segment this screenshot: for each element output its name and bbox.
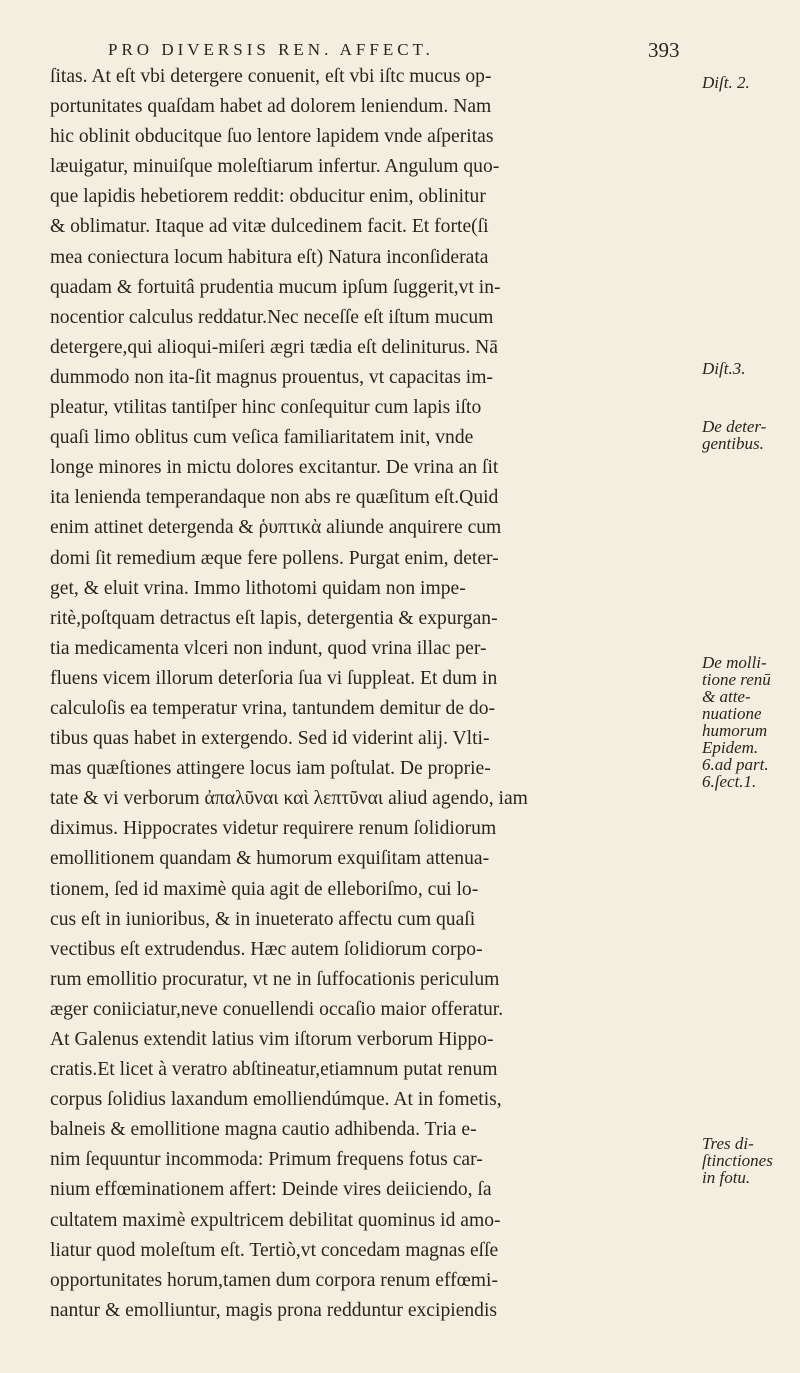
text-line: tate & vi verborum ἀπαλῦναι καὶ λεπτῦναι aliud agendo, iam bbox=[50, 788, 528, 810]
text-line: calculoſis ea temperatur vrina, tantundem demitur de do- bbox=[50, 697, 496, 719]
text-line: nium effœminationem affert: Deinde vires deiiciendo, ſa bbox=[50, 1179, 492, 1201]
text-line: vectibus eſt extrudendus. Hæc autem ſolidiorum corpo- bbox=[50, 938, 483, 960]
text-line: balneis & emollitione magna cautio adhibenda. Tria e- bbox=[50, 1119, 477, 1141]
margin-note bbox=[702, 74, 750, 91]
margin-note-line: & atte- bbox=[702, 687, 751, 706]
margin-note-line: tione renū bbox=[702, 670, 771, 689]
margin-note-line: Epidem. bbox=[702, 738, 759, 757]
text-line: tionem, ſed id maximè quia agit de elleboriſmo, cui lo- bbox=[50, 878, 479, 900]
margin-note-line: humorum bbox=[702, 721, 768, 740]
text-line: pleatur, vtilitas tantiſper hinc conſequitur cum lapis iſto bbox=[50, 397, 482, 419]
text-line: tibus quas habet in extergendo. Sed id viderint alij. Vlti- bbox=[50, 728, 490, 750]
text-line: nocentior calculus reddatur.Nec neceſſe eſt iſtum mucum bbox=[50, 306, 494, 328]
margin-note bbox=[702, 360, 745, 377]
running-header bbox=[108, 38, 680, 62]
text-line: fluens vicem illorum deterſoria ſua vi ſuppleat. Et dum in bbox=[50, 667, 498, 689]
margin-note-line: De deter- bbox=[702, 417, 767, 436]
text-line: & oblimatur. Itaque ad vitæ dulcedinem facit. Et forte(ſi bbox=[50, 216, 489, 238]
margin-note-line: 6.ad part. bbox=[702, 755, 769, 774]
text-line: mea coniectura locum habitura eſt) Natura inconſiderata bbox=[50, 246, 489, 268]
text-line: diximus. Hippocrates videtur requirere renum ſolidiorum bbox=[50, 818, 497, 840]
main-text-block bbox=[50, 62, 685, 1326]
text-line: cultatem maximè expultricem debilitat quominus id amo- bbox=[50, 1209, 501, 1231]
text-line: cratis.Et licet à veratro abſtineatur,etiamnum putat renum bbox=[50, 1059, 498, 1081]
margin-note-line: in fotu. bbox=[702, 1168, 751, 1187]
text-line: que lapidis hebetiorem reddit: obducitur enim, oblinitur bbox=[50, 186, 486, 208]
text-line: nantur & emolliuntur, magis prona redduntur excipiendis bbox=[50, 1299, 498, 1321]
margin-note-line: Tres di- bbox=[702, 1134, 754, 1153]
text-line: nim ſequuntur incommoda: Primum frequens fotus car- bbox=[50, 1149, 483, 1171]
margin-note-line: De molli- bbox=[702, 653, 767, 672]
margin-note-line: Diſt.3. bbox=[702, 359, 746, 378]
text-line: dummodo non ita-ſit magnus prouentus, vt capacitas im- bbox=[50, 366, 493, 388]
margin-note-line: Diſt. 2. bbox=[702, 73, 750, 92]
text-line: quadam & fortuitâ prudentia mucum ipſum ſuggerit,vt in- bbox=[50, 276, 501, 298]
text-line: mas quæſtiones attingere locus iam poſtulat. De proprie- bbox=[50, 758, 491, 780]
text-line: corpus ſolidius laxandum emolliendúmque. At in fometis, bbox=[50, 1089, 502, 1111]
text-line: domi ſit remedium æque fere pollens. Purgat enim, deter- bbox=[50, 547, 499, 569]
text-line: detergere,qui alioqui-miſeri ægri tædia eſt deliniturus. Nā bbox=[50, 336, 499, 358]
text-line: tia medicamenta vlceri non indunt, quod vrina illac per- bbox=[50, 637, 487, 659]
running-title: PRO DIVERSIS REN. AFFECT. bbox=[108, 40, 434, 59]
text-line: portunitates quaſdam habet ad dolorem leniendum. Nam bbox=[50, 96, 492, 118]
text-line: rum emollitio procuratur, vt ne in ſuffocationis periculum bbox=[50, 968, 500, 990]
text-line: opportunitates horum,tamen dum corpora renum effœmi- bbox=[50, 1269, 498, 1291]
text-line: enim attinet detergenda & ῥυπτικὰ aliunde anquirere cum bbox=[50, 517, 502, 539]
text-line: longe minores in mictu dolores excitantur. De vrina an ſit bbox=[50, 457, 499, 479]
text-line: liatur quod moleſtum eſt. Tertiò,vt concedam magnas eſſe bbox=[50, 1239, 499, 1261]
text-line: ritè,poſtquam detractus eſt lapis, detergentia & expurgan- bbox=[50, 607, 498, 629]
text-line: cus eſt in iunioribus, & in inueterato affectu cum quaſi bbox=[50, 908, 476, 930]
margin-note bbox=[702, 654, 771, 790]
margin-note-line: gentibus. bbox=[702, 434, 764, 453]
margin-note-line: ſtinctiones bbox=[702, 1151, 773, 1170]
margin-note-line: 6.ſect.1. bbox=[702, 772, 757, 791]
margin-note-line: nuatione bbox=[702, 704, 762, 723]
text-line: ſitas. At eſt vbi detergere conuenit, eſt vbi iſtc mucus op- bbox=[50, 66, 492, 87]
margin-note bbox=[702, 418, 766, 452]
text-line: get, & eluit vrina. Immo lithotomi quidam non impe- bbox=[50, 577, 466, 599]
text-line: læuigatur, minuiſque moleſtiarum infertur. Angulum quo- bbox=[50, 156, 500, 178]
text-line: hic oblinit obducitque ſuo lentore lapidem vnde aſperitas bbox=[50, 126, 494, 148]
text-line: At Galenus extendit latius vim iſtorum verborum Hippo- bbox=[50, 1029, 494, 1050]
margin-note bbox=[702, 1135, 773, 1186]
page-number: 393 bbox=[648, 38, 680, 62]
text-line: æger coniiciatur,neve conuellendi occaſio maior offeratur. bbox=[50, 998, 504, 1020]
text-line: emollitionem quandam & humorum exquiſitam attenua- bbox=[50, 848, 490, 870]
text-line: ita lenienda temperandaque non abs re quæſitum eſt.Quid bbox=[50, 487, 499, 509]
text-line: quaſi limo oblitus cum veſica familiaritatem init, vnde bbox=[50, 427, 474, 449]
